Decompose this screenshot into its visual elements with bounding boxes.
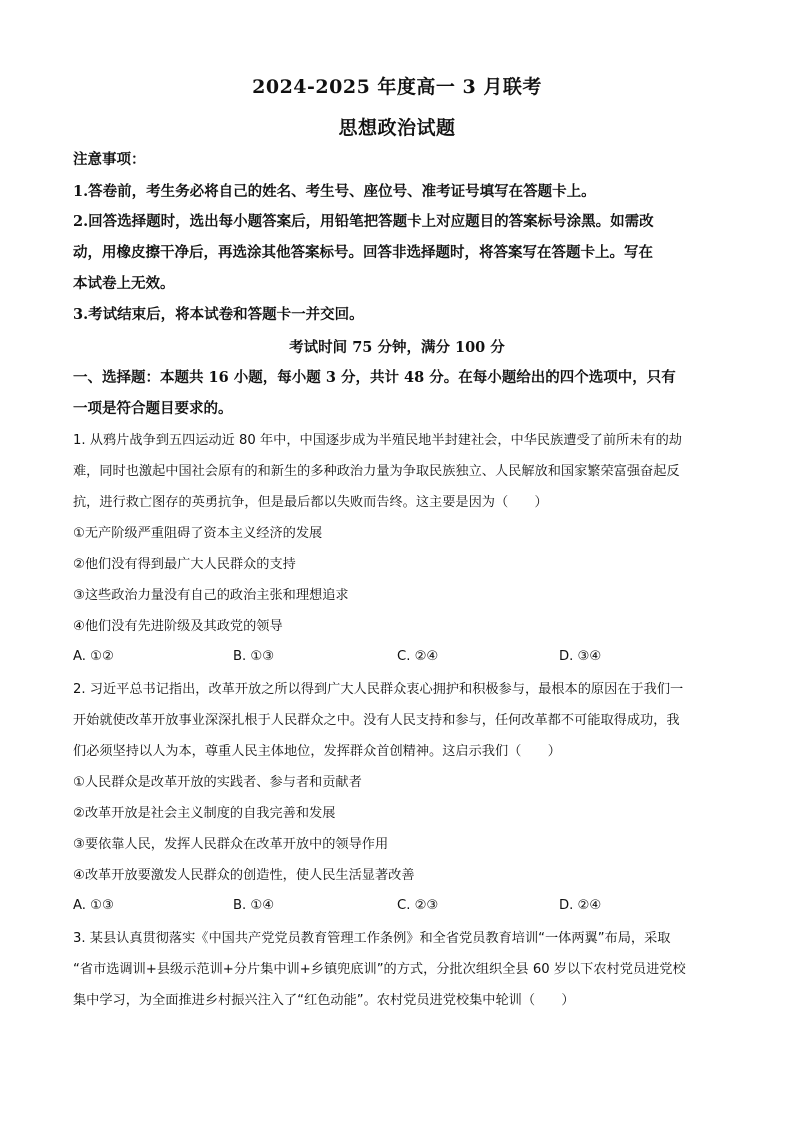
q3-stem-line-2: “省市选调训+县级示范训+分片集中训+乡镇兜底训”的方式，分批次组织全县 60 岁以下农村党员进党校: [73, 962, 686, 977]
q1-statement-3: ③这些政治力量没有自己的政治主张和理想追求: [73, 588, 349, 603]
q1-option-b: B. ①③: [233, 649, 275, 664]
q1-option-a: A. ①②: [73, 649, 114, 664]
exam-subject: 思想政治试题: [338, 117, 456, 139]
q2-option-d: D. ②④: [559, 898, 602, 913]
q2-option-a: A. ①③: [73, 898, 114, 913]
q2-option-b: B. ①④: [233, 898, 275, 913]
q1-options: [73, 649, 723, 669]
notice-item-1: 1.答卷前，考生务必将自己的姓名、考生号、座位号、准考证号填写在答题卡上。: [73, 183, 596, 200]
q2-options: [73, 898, 723, 918]
q2-stem-line-2: 开始就使改革开放事业深深扎根于人民群众之中。没有人民支持和参与，任何改革都不可能取得成功，我: [73, 713, 680, 728]
q2-option-c: C. ②③: [397, 898, 439, 913]
exam-time-info: 考试时间 75 分钟，满分 100 分: [289, 339, 505, 356]
q1-option-d: D. ③④: [559, 649, 602, 664]
notice-item-3: 3.考试结束后，将本试卷和答题卡一并交回。: [73, 306, 364, 323]
q2-statement-2: ②改革开放是社会主义制度的自我完善和发展: [73, 806, 336, 821]
notice-item-2-line-3: 本试卷上无效。: [73, 275, 175, 292]
q1-stem-line-2: 难，同时也激起中国社会原有的和新生的多种政治力量为争取民族独立、人民解放和国家繁荣富强奋起反: [73, 464, 680, 479]
q2-statement-3: ③要依靠人民，发挥人民群众在改革开放中的领导作用: [73, 837, 389, 852]
section-heading-line-1: 一、选择题：本题共 16 小题，每小题 3 分，共计 48 分。在每小题给出的四个选项中，只有: [73, 369, 676, 386]
q3-stem-line-1: 3. 某县认真贯彻落实《中国共产党党员教育管理工作条例》和全省党员教育培训“一体两翼”布局，采取: [73, 931, 671, 946]
q1-option-c: C. ②④: [397, 649, 439, 664]
q3-stem-line-3: 集中学习，为全面推进乡村振兴注入了“红色动能”。农村党员进党校集中轮训（ ）: [73, 993, 575, 1008]
q1-statement-2: ②他们没有得到最广大人民群众的支持: [73, 557, 296, 572]
notice-item-2-line-2: 动，用橡皮擦干净后，再选涂其他答案标号。回答非选择题时，将答案写在答题卡上。写在: [73, 244, 653, 261]
notice-item-2-line-1: 2.回答选择题时，选出每小题答案后，用铅笔把答题卡上对应题目的答案标号涂黑。如需改: [73, 213, 654, 230]
q2-statement-1: ①人民群众是改革开放的实践者、参与者和贡献者: [73, 775, 362, 790]
q2-statement-4: ④改革开放要激发人民群众的创造性，使人民生活显著改善: [73, 868, 415, 883]
q1-stem-line-1: 1. 从鸦片战争到五四运动近 80 年中，中国逐步成为半殖民地半封建社会，中华民族遭受了前所未有的劫: [73, 433, 682, 448]
q2-stem-line-1: 2. 习近平总书记指出，改革开放之所以得到广大人民群众衷心拥护和积极参与，最根本的原因在于我们一: [73, 682, 684, 697]
q1-statement-4: ④他们没有先进阶级及其政党的领导: [73, 619, 283, 634]
exam-title: 2024-2025 年度高一 3 月联考: [252, 76, 542, 98]
notice-heading: 注意事项：: [73, 151, 146, 168]
q1-statement-1: ①无产阶级严重阻碍了资本主义经济的发展: [73, 526, 323, 541]
section-heading-line-2: 一项是符合题目要求的。: [73, 400, 233, 417]
q1-stem-line-3: 抗，进行救亡图存的英勇抗争，但是最后都以失败而告终。这主要是因为（ ）: [73, 495, 548, 510]
q2-stem-line-3: 们必须坚持以人为本，尊重人民主体地位，发挥群众首创精神。这启示我们（ ）: [73, 744, 561, 759]
